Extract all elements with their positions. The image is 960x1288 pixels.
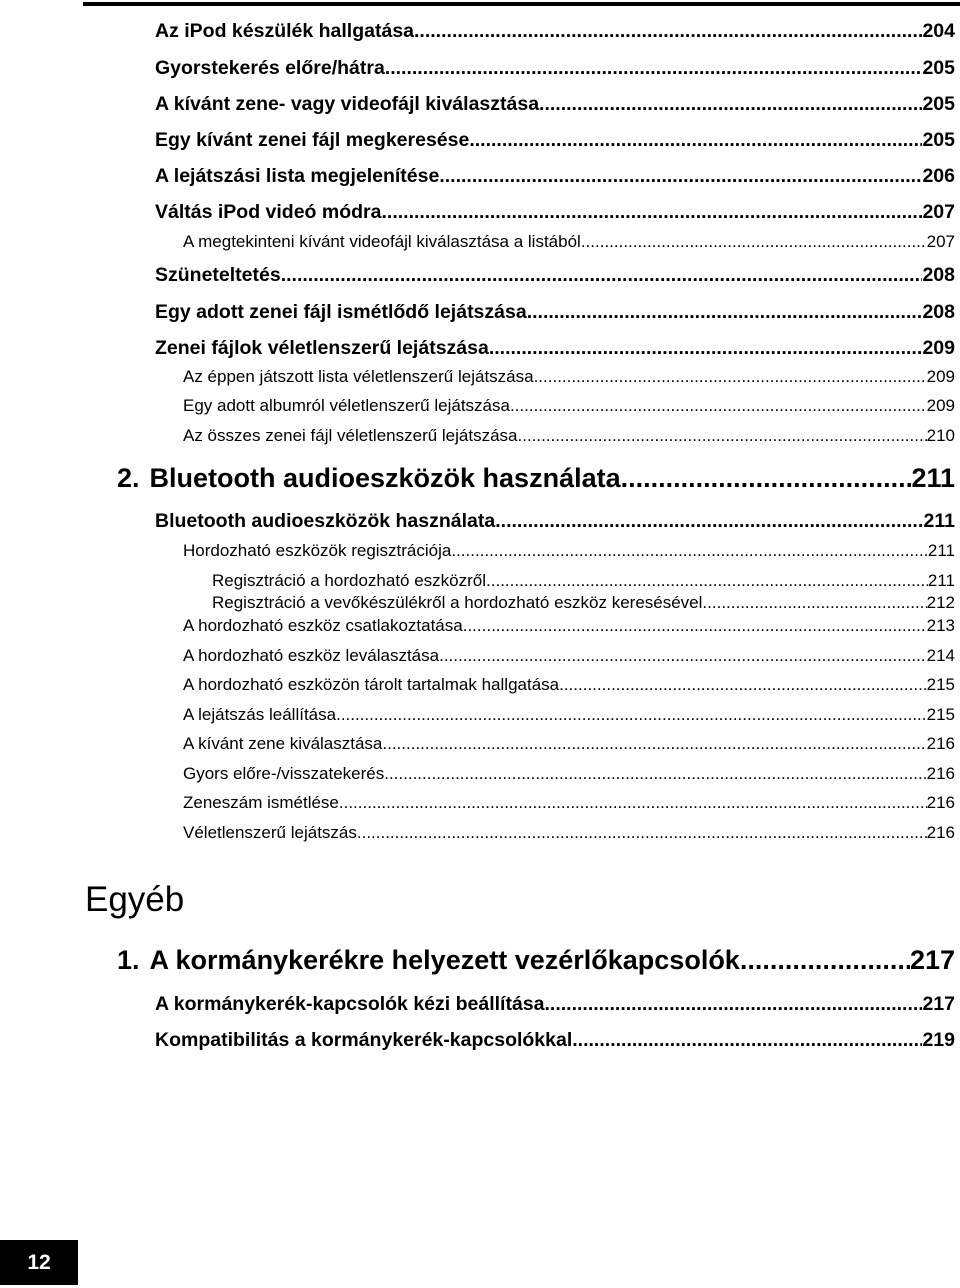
chapter-number: 2.	[117, 463, 140, 493]
toc-leader	[469, 129, 922, 152]
toc-entry-title: A kívánt zene- vagy videofájl kiválasztása	[155, 93, 540, 115]
toc-entry[interactable]	[155, 201, 955, 224]
toc-entry[interactable]	[155, 20, 955, 43]
chapter-page: 217	[909, 945, 955, 975]
toc-entry-title: A hordozható eszköz csatlakoztatása	[183, 616, 463, 635]
toc-entry-page: 210	[926, 426, 955, 445]
toc-leader	[336, 705, 927, 725]
toc-entry-page: 214	[926, 646, 955, 665]
toc-entry-page: 208	[922, 301, 955, 323]
toc-entry-page: 215	[926, 675, 955, 694]
toc-entry[interactable]	[212, 593, 955, 613]
toc-entry-page: 216	[926, 793, 955, 812]
toc-entry-title: A kívánt zene kiválasztása	[183, 734, 383, 753]
toc-entry-title: Regisztráció a hordozható eszközről	[212, 571, 487, 590]
chapter-page: 211	[911, 463, 955, 493]
toc-entry-page: 216	[926, 734, 955, 753]
toc-entry-title: Gyorstekerés előre/hátra	[155, 57, 385, 79]
section-heading: Egyéb	[85, 880, 185, 919]
toc-entry[interactable]	[155, 129, 955, 152]
toc-leader	[527, 301, 923, 324]
toc-leader	[281, 264, 923, 287]
toc-leader	[385, 57, 923, 80]
toc-leader	[384, 764, 926, 784]
toc-entry-title: Váltás iPod videó módra	[155, 201, 382, 223]
toc-leader	[544, 993, 922, 1016]
toc-entry[interactable]	[212, 571, 955, 591]
toc-entry-page: 219	[922, 1029, 955, 1051]
toc-leader	[581, 232, 927, 252]
chapter-title: A kormánykerékre helyezett vezérlőkapcsolók	[149, 945, 740, 975]
toc-entry-title: A megtekinteni kívánt videofájl kiválasztása a listából	[183, 232, 581, 251]
toc-leader	[381, 201, 922, 224]
toc-leader	[339, 793, 927, 813]
toc-entry-title: Zenei fájlok véletlenszerű lejátszása	[155, 337, 489, 359]
toc-leader	[572, 1029, 922, 1052]
toc-chapter[interactable]	[117, 945, 955, 976]
chapter-number: 1.	[117, 945, 140, 975]
toc-entry-page: 207	[926, 232, 955, 251]
toc-entry-title: Véletlenszerű lejátszás	[183, 823, 357, 842]
page-number-badge: 12	[0, 1240, 78, 1285]
toc-entry-title: Egy adott albumról véletlenszerű lejátszása	[183, 396, 510, 415]
toc-entry[interactable]	[183, 705, 955, 725]
toc-entry-title: A hordozható eszköz leválasztása	[183, 646, 440, 665]
toc-entry-page: 216	[926, 764, 955, 783]
toc-entry-page: 205	[922, 93, 955, 115]
toc-entry-page: 204	[922, 20, 955, 42]
toc-entry-page: 209	[922, 337, 955, 359]
toc-entry[interactable]	[155, 93, 955, 116]
toc-entry[interactable]	[183, 541, 955, 561]
toc-entry-page: 211	[927, 571, 955, 590]
toc-entry[interactable]	[155, 337, 955, 360]
toc-entry-title: Egy kívánt zenei fájl megkeresése	[155, 129, 470, 151]
toc-entry[interactable]	[183, 396, 955, 416]
chapter-title: Bluetooth audioeszközök használata	[149, 463, 621, 493]
toc-entry-title: Szüneteltetés	[155, 264, 281, 286]
toc-entry[interactable]	[155, 993, 955, 1016]
top-rule	[83, 2, 960, 6]
toc-entry-page: 213	[926, 616, 955, 635]
toc-leader	[702, 593, 926, 613]
toc-entry-title: Bluetooth audioeszközök használata	[155, 510, 496, 532]
toc-entry-page: 209	[926, 396, 955, 415]
toc-leader	[539, 93, 922, 116]
toc-entry[interactable]	[155, 165, 955, 188]
toc-entry-page: 211	[927, 541, 955, 560]
toc-entry[interactable]	[155, 1029, 955, 1052]
toc-entry-page: 205	[922, 57, 955, 79]
toc-entry-title: Az összes zenei fájl véletlenszerű lejátszása	[183, 426, 518, 445]
toc-entry[interactable]	[183, 793, 955, 813]
toc-entry-title: Hordozható eszközök regisztrációja	[183, 541, 452, 560]
toc-entry[interactable]	[183, 232, 955, 252]
toc-entry-page: 215	[926, 705, 955, 724]
toc-entry-title: Zeneszám ismétlése	[183, 793, 339, 812]
toc-entry-page: 217	[922, 993, 955, 1015]
toc-leader	[382, 734, 926, 754]
toc-entry-page: 205	[922, 129, 955, 151]
toc-entry[interactable]	[183, 823, 955, 843]
toc-entry-title: Regisztráció a vevőkészülékről a hordozható eszköz keresésével	[212, 593, 703, 612]
toc-entry-page: 206	[922, 165, 955, 187]
toc-leader	[534, 367, 927, 387]
toc-entry[interactable]	[183, 426, 955, 446]
toc-entry[interactable]	[155, 264, 955, 287]
toc-leader	[439, 646, 927, 666]
toc-entry-title: A lejátszás leállítása	[183, 705, 337, 724]
toc-leader	[518, 426, 927, 446]
toc-chapter[interactable]	[117, 463, 955, 494]
toc-entry-title: A kormánykerék-kapcsolók kézi beállítása	[155, 993, 545, 1015]
toc-entry-title: Az iPod készülék hallgatása	[155, 20, 415, 42]
toc-entry-page: 207	[922, 201, 955, 223]
toc-entry-title: Gyors előre-/visszatekerés	[183, 764, 385, 783]
toc-entry-page: 211	[923, 510, 955, 532]
toc-leader	[489, 337, 923, 360]
toc-leader	[495, 510, 923, 533]
toc-leader	[414, 20, 922, 43]
toc-leader	[463, 616, 927, 636]
toc-leader	[451, 541, 928, 561]
toc-entry[interactable]	[155, 510, 955, 533]
toc-entry-page: 209	[926, 367, 955, 386]
toc-entry-page: 216	[926, 823, 955, 842]
toc-leader	[621, 463, 912, 494]
toc-entry[interactable]	[183, 646, 955, 666]
toc-leader	[510, 396, 927, 416]
toc-entry[interactable]	[183, 764, 955, 784]
toc-leader	[439, 165, 922, 188]
toc-entry[interactable]	[183, 734, 955, 754]
toc-entry-page: 208	[922, 264, 955, 286]
toc-entry-title: Az éppen játszott lista véletlenszerű lejátszása	[183, 367, 534, 386]
toc-entry-title: A hordozható eszközön tárolt tartalmak hallgatása	[183, 675, 560, 694]
toc-entry[interactable]	[183, 616, 955, 636]
toc-entry-title: Kompatibilitás a kormánykerék-kapcsolókkal	[155, 1029, 573, 1051]
toc-leader	[740, 945, 910, 976]
toc-entry-page: 212	[926, 593, 955, 612]
toc-entry[interactable]	[155, 301, 955, 324]
toc-entry-title: Egy adott zenei fájl ismétlődő lejátszása	[155, 301, 527, 323]
toc-leader	[357, 823, 927, 843]
toc-entry[interactable]	[183, 675, 955, 695]
toc-entry-title: A lejátszási lista megjelenítése	[155, 165, 440, 187]
toc-leader	[486, 571, 928, 591]
toc-entry[interactable]	[155, 57, 955, 80]
toc-leader	[559, 675, 927, 695]
toc-entry[interactable]	[183, 367, 955, 387]
